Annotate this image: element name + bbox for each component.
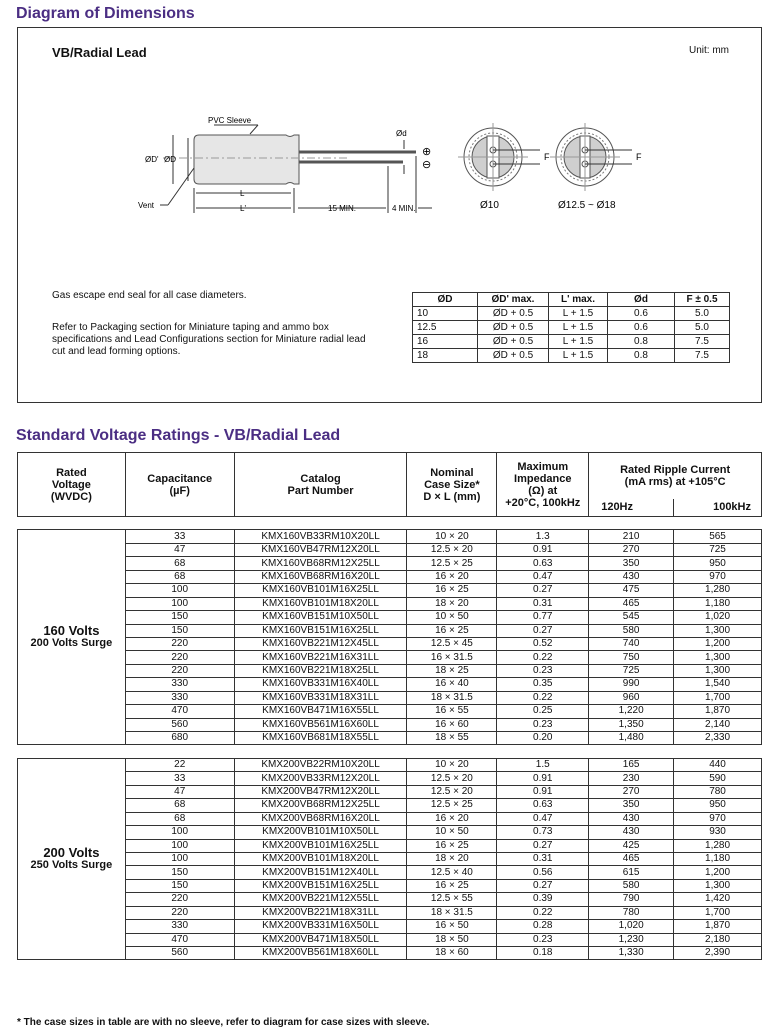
ripple-120hz-cell: 270 — [589, 543, 674, 556]
case-size-cell: 10 × 20 — [407, 530, 497, 543]
label-L-prime: L' — [240, 204, 246, 213]
table-row — [18, 758, 762, 771]
case-size-cell: 12.5 × 40 — [407, 866, 497, 879]
table-row — [18, 826, 762, 839]
ripple-120hz-cell: 750 — [589, 651, 674, 664]
ripple-100khz-cell: 1,300 — [674, 651, 762, 664]
dimension-table — [412, 292, 730, 363]
dim-table-cell: L + 1.5 — [549, 307, 608, 321]
header-capacitance: Capacitance (µF) — [125, 453, 234, 517]
impedance-cell: 0.23 — [497, 718, 589, 731]
table-row — [18, 839, 762, 852]
table-row — [18, 812, 762, 825]
capacitance-cell: 470 — [125, 705, 234, 718]
impedance-cell: 0.27 — [497, 624, 589, 637]
table-row — [18, 664, 762, 677]
table-row — [18, 772, 762, 785]
ripple-120hz-cell: 350 — [589, 557, 674, 570]
ripple-120hz-cell: 990 — [589, 678, 674, 691]
impedance-cell: 1.5 — [497, 758, 589, 771]
capacitance-cell: 68 — [125, 812, 234, 825]
ripple-100khz-cell: 565 — [674, 530, 762, 543]
label-lead-15: 15 MIN. — [328, 204, 357, 213]
capacitance-cell: 68 — [125, 570, 234, 583]
ripple-100khz-cell: 725 — [674, 543, 762, 556]
capacitance-cell: 100 — [125, 852, 234, 865]
impedance-cell: 0.28 — [497, 920, 589, 933]
ripple-100khz-cell: 2,390 — [674, 947, 762, 960]
capacitance-cell: 100 — [125, 584, 234, 597]
impedance-cell: 0.73 — [497, 826, 589, 839]
case-size-cell: 16 × 60 — [407, 718, 497, 731]
footnote: * The case sizes in table are with no sleeve, refer to diagram for case sizes with sleeve. — [17, 1017, 430, 1028]
part-number-cell: KMX160VB331M16X40LL — [234, 678, 407, 691]
table-row — [18, 933, 762, 946]
ripple-120hz-cell: 1,350 — [589, 718, 674, 731]
ripple-100khz-cell: 930 — [674, 826, 762, 839]
dim-table-cell: 7.5 — [675, 349, 730, 363]
label-vent: Vent — [138, 201, 155, 210]
case-size-cell: 12.5 × 45 — [407, 637, 497, 650]
case-size-cell: 12.5 × 25 — [407, 557, 497, 570]
part-number-cell: KMX160VB221M12X45LL — [234, 637, 407, 650]
part-number-cell: KMX200VB151M12X40LL — [234, 866, 407, 879]
table-row — [18, 866, 762, 879]
impedance-cell: 0.91 — [497, 543, 589, 556]
table-row — [18, 678, 762, 691]
table-row — [18, 584, 762, 597]
table-row — [18, 799, 762, 812]
ripple-120hz-cell: 270 — [589, 785, 674, 798]
dim-header: ØD — [413, 293, 478, 307]
impedance-cell: 0.27 — [497, 839, 589, 852]
part-number-cell: KMX160VB101M18X20LL — [234, 597, 407, 610]
dim-table-cell: 7.5 — [675, 335, 730, 349]
surge-voltage: 200 Volts Surge — [30, 637, 113, 650]
impedance-cell: 0.52 — [497, 637, 589, 650]
ripple-120hz-cell: 430 — [589, 826, 674, 839]
case-size-cell: 16 × 25 — [407, 879, 497, 892]
case-size-cell: 16 × 20 — [407, 570, 497, 583]
dim-table-row — [413, 349, 730, 363]
table-row — [18, 651, 762, 664]
dim-table-cell: ØD + 0.5 — [478, 335, 549, 349]
case-size-cell: 10 × 50 — [407, 826, 497, 839]
header-part-number: Catalog Part Number — [234, 453, 407, 517]
impedance-cell: 0.23 — [497, 933, 589, 946]
part-number-cell: KMX160VB471M16X55LL — [234, 705, 407, 718]
ratings-table — [17, 452, 762, 960]
capacitance-cell: 150 — [125, 879, 234, 892]
part-number-cell: KMX160VB47RM12X20LL — [234, 543, 407, 556]
capacitance-cell: 220 — [125, 637, 234, 650]
dim-table-cell: ØD + 0.5 — [478, 349, 549, 363]
ripple-100khz-cell: 1,300 — [674, 624, 762, 637]
note-gas-escape: Gas escape end seal for all case diameters. — [52, 290, 247, 301]
dim-table-cell: L + 1.5 — [549, 349, 608, 363]
table-row — [18, 543, 762, 556]
dim-table-row — [413, 321, 730, 335]
part-number-cell: KMX200VB22RM10X20LL — [234, 758, 407, 771]
case-size-cell: 12.5 × 25 — [407, 799, 497, 812]
part-number-cell: KMX200VB101M10X50LL — [234, 826, 407, 839]
capacitance-cell: 100 — [125, 839, 234, 852]
part-number-cell: KMX160VB151M10X50LL — [234, 611, 407, 624]
case-size-cell: 16 × 25 — [407, 624, 497, 637]
impedance-cell: 0.39 — [497, 893, 589, 906]
ripple-100khz-cell: 1,420 — [674, 893, 762, 906]
capacitor-body — [194, 135, 299, 184]
table-row — [18, 732, 762, 745]
impedance-cell: 0.47 — [497, 570, 589, 583]
ripple-100khz-cell: 2,180 — [674, 933, 762, 946]
case-size-cell: 12.5 × 20 — [407, 543, 497, 556]
capacitance-cell: 220 — [125, 893, 234, 906]
part-number-cell: KMX160VB68RM16X20LL — [234, 570, 407, 583]
case-size-cell: 18 × 55 — [407, 732, 497, 745]
impedance-cell: 0.22 — [497, 651, 589, 664]
case-size-cell: 16 × 25 — [407, 584, 497, 597]
ripple-120hz-cell: 725 — [589, 664, 674, 677]
ripple-120hz-cell: 615 — [589, 866, 674, 879]
table-row — [18, 906, 762, 919]
label-d: Ød — [396, 129, 407, 138]
part-number-cell: KMX200VB33RM12X20LL — [234, 772, 407, 785]
label-od: ØD — [164, 155, 176, 164]
voltage-group-cell — [18, 758, 126, 960]
impedance-cell: 0.91 — [497, 785, 589, 798]
dim-table-cell: 12.5 — [413, 321, 478, 335]
ripple-120hz-cell: 780 — [589, 906, 674, 919]
capacitance-cell: 150 — [125, 611, 234, 624]
label-L: L — [240, 189, 245, 198]
capacitance-cell: 560 — [125, 947, 234, 960]
ripple-100khz-cell: 950 — [674, 557, 762, 570]
table-row — [18, 611, 762, 624]
capacitance-cell: 680 — [125, 732, 234, 745]
impedance-cell: 0.22 — [497, 691, 589, 704]
ripple-120hz-cell: 740 — [589, 637, 674, 650]
case-size-cell: 12.5 × 20 — [407, 772, 497, 785]
case-size-cell: 18 × 50 — [407, 933, 497, 946]
table-row — [18, 530, 762, 543]
part-number-cell: KMX160VB681M18X55LL — [234, 732, 407, 745]
part-number-cell: KMX200VB471M18X50LL — [234, 933, 407, 946]
part-number-cell: KMX160VB331M18X31LL — [234, 691, 407, 704]
ripple-120hz-cell: 545 — [589, 611, 674, 624]
part-number-cell: KMX200VB221M12X55LL — [234, 893, 407, 906]
ratings-section-title: Standard Voltage Ratings - VB/Radial Lead — [16, 427, 341, 444]
ripple-120hz-cell: 165 — [589, 758, 674, 771]
capacitance-cell: 330 — [125, 920, 234, 933]
impedance-cell: 0.31 — [497, 852, 589, 865]
plus-symbol: ⊕ — [422, 146, 432, 158]
case-size-cell: 18 × 20 — [407, 852, 497, 865]
part-number-cell: KMX160VB33RM10X20LL — [234, 530, 407, 543]
ripple-100khz-cell: 1,200 — [674, 637, 762, 650]
part-number-cell: KMX200VB331M16X50LL — [234, 920, 407, 933]
case-size-cell: 16 × 40 — [407, 678, 497, 691]
table-row — [18, 947, 762, 960]
capacitance-cell: 68 — [125, 799, 234, 812]
ripple-120hz-cell: 430 — [589, 570, 674, 583]
voltage-rating: 160 Volts — [43, 623, 100, 639]
capacitance-cell: 22 — [125, 758, 234, 771]
part-number-cell: KMX200VB561M18X60LL — [234, 947, 407, 960]
impedance-cell: 0.27 — [497, 584, 589, 597]
impedance-cell: 0.25 — [497, 705, 589, 718]
ripple-120hz-cell: 1,230 — [589, 933, 674, 946]
ripple-100khz-cell: 1,180 — [674, 597, 762, 610]
capacitance-cell: 100 — [125, 597, 234, 610]
part-number-cell: KMX200VB101M16X25LL — [234, 839, 407, 852]
end-view-12-18 — [550, 123, 642, 211]
capacitance-cell: 47 — [125, 543, 234, 556]
table-row — [18, 705, 762, 718]
case-size-cell: 12.5 × 55 — [407, 893, 497, 906]
dim-table-cell: 5.0 — [675, 307, 730, 321]
table-row — [18, 852, 762, 865]
part-number-cell: KMX200VB221M18X31LL — [234, 906, 407, 919]
voltage-group-cell — [18, 530, 126, 745]
ripple-120hz-cell: 465 — [589, 852, 674, 865]
part-number-cell: KMX160VB221M18X25LL — [234, 664, 407, 677]
capacitance-cell: 150 — [125, 624, 234, 637]
header-rated-voltage: Rated Voltage (WVDC) — [18, 453, 126, 517]
voltage-rating: 200 Volts — [43, 845, 100, 861]
ripple-100khz-cell: 1,870 — [674, 920, 762, 933]
header-impedance: Maximum Impedance (Ω) at +20°C, 100kHz — [497, 453, 589, 517]
dim-table-row — [413, 335, 730, 349]
dim-table-cell: L + 1.5 — [549, 335, 608, 349]
table-row — [18, 893, 762, 906]
dim-table-cell: ØD + 0.5 — [478, 321, 549, 335]
part-number-cell: KMX200VB151M16X25LL — [234, 879, 407, 892]
impedance-cell: 0.27 — [497, 879, 589, 892]
case-size-cell: 16 × 31.5 — [407, 651, 497, 664]
label-pvc-sleeve: PVC Sleeve — [208, 116, 252, 125]
ripple-100khz-cell: 1,700 — [674, 906, 762, 919]
impedance-cell: 0.35 — [497, 678, 589, 691]
capacitance-cell: 220 — [125, 906, 234, 919]
end-view-10-label: Ø10 — [480, 200, 499, 211]
ripple-120hz-cell: 1,020 — [589, 920, 674, 933]
table-row — [18, 624, 762, 637]
part-number-cell: KMX200VB68RM16X20LL — [234, 812, 407, 825]
dim-table-cell: 5.0 — [675, 321, 730, 335]
case-size-cell: 16 × 20 — [407, 812, 497, 825]
capacitance-cell: 330 — [125, 678, 234, 691]
dim-header: ØD' max. — [478, 293, 549, 307]
impedance-cell: 0.63 — [497, 799, 589, 812]
ripple-100khz-cell: 1,870 — [674, 705, 762, 718]
diagram-box — [17, 27, 762, 403]
dim-header: L' max. — [549, 293, 608, 307]
case-size-cell: 16 × 50 — [407, 920, 497, 933]
ripple-100khz-cell: 1,180 — [674, 852, 762, 865]
capacitance-cell: 100 — [125, 826, 234, 839]
ripple-100khz-cell: 1,300 — [674, 664, 762, 677]
ripple-120hz-cell: 1,330 — [589, 947, 674, 960]
dim-header: F ± 0.5 — [675, 293, 730, 307]
dim-table-row — [413, 307, 730, 321]
case-size-cell: 18 × 20 — [407, 597, 497, 610]
dim-table-cell: 16 — [413, 335, 478, 349]
ripple-120hz-cell: 210 — [589, 530, 674, 543]
case-size-cell: 18 × 25 — [407, 664, 497, 677]
ripple-100khz-cell: 1,700 — [674, 691, 762, 704]
ripple-120hz-cell: 350 — [589, 799, 674, 812]
ripple-120hz-cell: 960 — [589, 691, 674, 704]
capacitance-cell: 330 — [125, 691, 234, 704]
table-row — [18, 879, 762, 892]
table-row — [18, 570, 762, 583]
header-case-size: Nominal Case Size* D × L (mm) — [407, 453, 497, 517]
ripple-120hz-cell: 475 — [589, 584, 674, 597]
dim-table-cell: 0.8 — [608, 349, 675, 363]
case-size-cell: 12.5 × 20 — [407, 785, 497, 798]
case-size-cell: 18 × 31.5 — [407, 906, 497, 919]
ripple-100khz-cell: 970 — [674, 570, 762, 583]
ripple-120hz-cell: 580 — [589, 624, 674, 637]
ripple-120hz-cell: 790 — [589, 893, 674, 906]
minus-symbol: ⊖ — [422, 159, 432, 171]
part-number-cell: KMX160VB101M16X25LL — [234, 584, 407, 597]
diagram-subtitle: VB/Radial Lead — [52, 45, 147, 60]
ripple-100khz-cell: 440 — [674, 758, 762, 771]
capacitance-cell: 33 — [125, 530, 234, 543]
ripple-100khz-cell: 950 — [674, 799, 762, 812]
capacitance-cell: 150 — [125, 866, 234, 879]
note-packaging: Refer to Packaging section for Miniature taping and ammo box specifications and Lead Configurations section for Miniature radial lead cut and lead forming options. — [52, 322, 366, 357]
header-ripple: Rated Ripple Current (mA rms) at +105°C — [589, 453, 762, 499]
dim-table-cell: L + 1.5 — [549, 321, 608, 335]
capacitance-cell: 47 — [125, 785, 234, 798]
impedance-cell: 0.20 — [497, 732, 589, 745]
part-number-cell: KMX160VB68RM12X25LL — [234, 557, 407, 570]
capacitance-cell: 470 — [125, 933, 234, 946]
table-row — [18, 637, 762, 650]
label-F-1: F — [544, 152, 550, 162]
ripple-120hz-cell: 430 — [589, 812, 674, 825]
case-size-cell: 10 × 20 — [407, 758, 497, 771]
dim-table-cell: 18 — [413, 349, 478, 363]
part-number-cell: KMX160VB151M16X25LL — [234, 624, 407, 637]
impedance-cell: 0.31 — [497, 597, 589, 610]
surge-voltage: 250 Volts Surge — [30, 859, 113, 872]
dim-table-cell: 0.6 — [608, 321, 675, 335]
capacitance-cell: 220 — [125, 651, 234, 664]
ripple-100khz-cell: 590 — [674, 772, 762, 785]
table-row — [18, 718, 762, 731]
label-od-prime: ØD' — [145, 155, 159, 164]
ripple-100khz-cell: 2,330 — [674, 732, 762, 745]
ripple-100khz-cell: 1,540 — [674, 678, 762, 691]
dim-header: Ød — [608, 293, 675, 307]
end-view-10 — [458, 123, 550, 211]
ripple-120hz-cell: 1,480 — [589, 732, 674, 745]
impedance-cell: 0.56 — [497, 866, 589, 879]
ripple-100khz-cell: 1,200 — [674, 866, 762, 879]
ripple-120hz-cell: 580 — [589, 879, 674, 892]
header-ripple-120hz: 120Hz — [589, 499, 674, 517]
case-size-cell: 16 × 55 — [407, 705, 497, 718]
ripple-100khz-cell: 780 — [674, 785, 762, 798]
impedance-cell: 0.63 — [497, 557, 589, 570]
impedance-cell: 0.77 — [497, 611, 589, 624]
part-number-cell: KMX160VB221M16X31LL — [234, 651, 407, 664]
ripple-100khz-cell: 1,280 — [674, 584, 762, 597]
capacitance-cell: 560 — [125, 718, 234, 731]
dim-table-cell: 0.8 — [608, 335, 675, 349]
capacitor-dimension-drawing — [18, 28, 763, 258]
diagram-section-title: Diagram of Dimensions — [16, 5, 195, 22]
impedance-cell: 1.3 — [497, 530, 589, 543]
table-row — [18, 691, 762, 704]
ripple-100khz-cell: 2,140 — [674, 718, 762, 731]
impedance-cell: 0.18 — [497, 947, 589, 960]
header-ripple-100khz: 100kHz — [674, 499, 762, 517]
capacitance-cell: 220 — [125, 664, 234, 677]
label-F-2: F — [636, 152, 642, 162]
ripple-100khz-cell: 1,280 — [674, 839, 762, 852]
capacitance-cell: 33 — [125, 772, 234, 785]
ripple-100khz-cell: 1,300 — [674, 879, 762, 892]
ripple-120hz-cell: 465 — [589, 597, 674, 610]
end-view-12-18-label: Ø12.5 ~ Ø18 — [558, 200, 616, 211]
capacitance-cell: 68 — [125, 557, 234, 570]
table-row — [18, 557, 762, 570]
dim-table-cell: 0.6 — [608, 307, 675, 321]
impedance-cell: 0.47 — [497, 812, 589, 825]
impedance-cell: 0.23 — [497, 664, 589, 677]
table-row — [18, 785, 762, 798]
ripple-120hz-cell: 1,220 — [589, 705, 674, 718]
ripple-120hz-cell: 230 — [589, 772, 674, 785]
impedance-cell: 0.22 — [497, 906, 589, 919]
impedance-cell: 0.91 — [497, 772, 589, 785]
case-size-cell: 10 × 50 — [407, 611, 497, 624]
ripple-120hz-cell: 425 — [589, 839, 674, 852]
case-size-cell: 18 × 31.5 — [407, 691, 497, 704]
table-row — [18, 597, 762, 610]
part-number-cell: KMX200VB47RM12X20LL — [234, 785, 407, 798]
case-size-cell: 18 × 60 — [407, 947, 497, 960]
table-row — [18, 920, 762, 933]
case-size-cell: 16 × 25 — [407, 839, 497, 852]
part-number-cell: KMX160VB561M16X60LL — [234, 718, 407, 731]
ripple-100khz-cell: 1,020 — [674, 611, 762, 624]
part-number-cell: KMX200VB101M18X20LL — [234, 852, 407, 865]
unit-label: Unit: mm — [689, 45, 729, 56]
label-lead-4: 4 MIN. — [392, 204, 416, 213]
dim-table-cell: ØD + 0.5 — [478, 307, 549, 321]
part-number-cell: KMX200VB68RM12X25LL — [234, 799, 407, 812]
dim-table-cell: 10 — [413, 307, 478, 321]
ripple-100khz-cell: 970 — [674, 812, 762, 825]
